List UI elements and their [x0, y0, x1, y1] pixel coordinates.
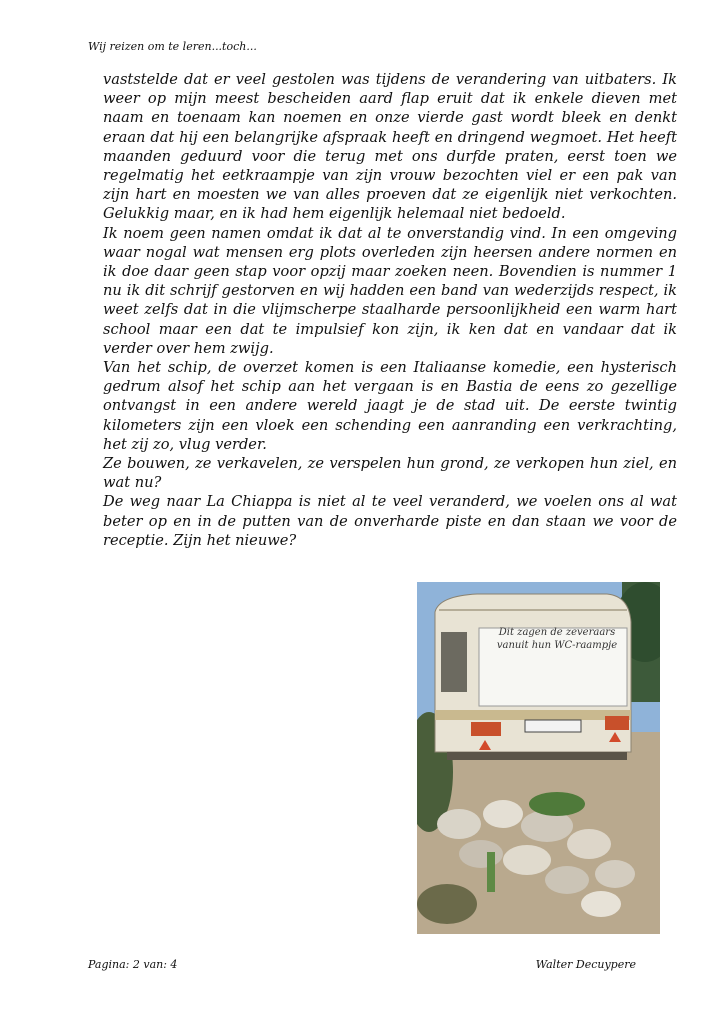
- running-header: Wij reizen om te leren...toch...: [88, 40, 257, 53]
- page-number: Pagina: 2 van: 4: [88, 958, 178, 971]
- paragraph: vaststelde dat er veel gestolen was tijdens de verandering van uitbaters. Ik weer op mijn meest bescheiden aard flap eruit dat ik enkele dieven met naam en toenaam kan noemen en onze vierde gast wordt bleek en denkt eraan dat hij een belangrijke afspraak heeft en dringend wegmoet. Het heeft maanden geduurd voor die terug met ons durfde praten, eerst toen we regelmatig het eetkraampje van zijn vrouw bezochten viel er een pak van zijn hart en moesten we van alles proeven dat ze eigenlijk niet verkochten. Gelukkig maar, en ik had hem eigenlijk helemaal niet bedoeld.: [103, 71, 677, 223]
- photo-caption: Dit zagen de zeveraars vanuit hun WC-raampje: [496, 627, 618, 651]
- author-name: Walter Decuypere: [535, 958, 636, 971]
- paragraph: Van het schip, de overzet komen is een Italiaanse komedie, een hysterisch gedrum alsof het schip aan het vergaan is en Bastia de eens zo gezellige ontvangst in een andere wereld jaagt je de stad uit. De eerste twintig kilometers zijn een vloek een schending een aanranding een verkrachting, het zij zo, vlug verder.: [103, 359, 677, 453]
- paragraph: Ze bouwen, ze verkavelen, ze verspelen hun grond, ze verkopen hun ziel, en wat nu?: [103, 455, 677, 492]
- caravan-photo: [417, 582, 660, 934]
- paragraph: Ik noem geen namen omdat ik dat al te onverstandig vind. In een omgeving waar nogal wat mensen erg plots overleden zijn heersen andere normen en ik doe daar geen stap voor opzij maar zoeken neen. Bovendien is nummer 1 nu ik dit schrijf gestorven en wij hadden een band van wederzijds respect, ik weet zelfs dat in die vlijmscherpe staalharde persoonlijkheid een warm hart school maar een dat te impulsief kon zijn, ik ken dat en vandaar dat ik verder over hem zwijg.: [103, 224, 677, 357]
- body-text: [103, 70, 677, 550]
- paragraph: De weg naar La Chiappa is niet al te veel veranderd, we voelen ons al wat beter op en in de putten van de onverharde piste en dan staan we voor de receptie. Zijn het nieuwe?: [103, 493, 677, 549]
